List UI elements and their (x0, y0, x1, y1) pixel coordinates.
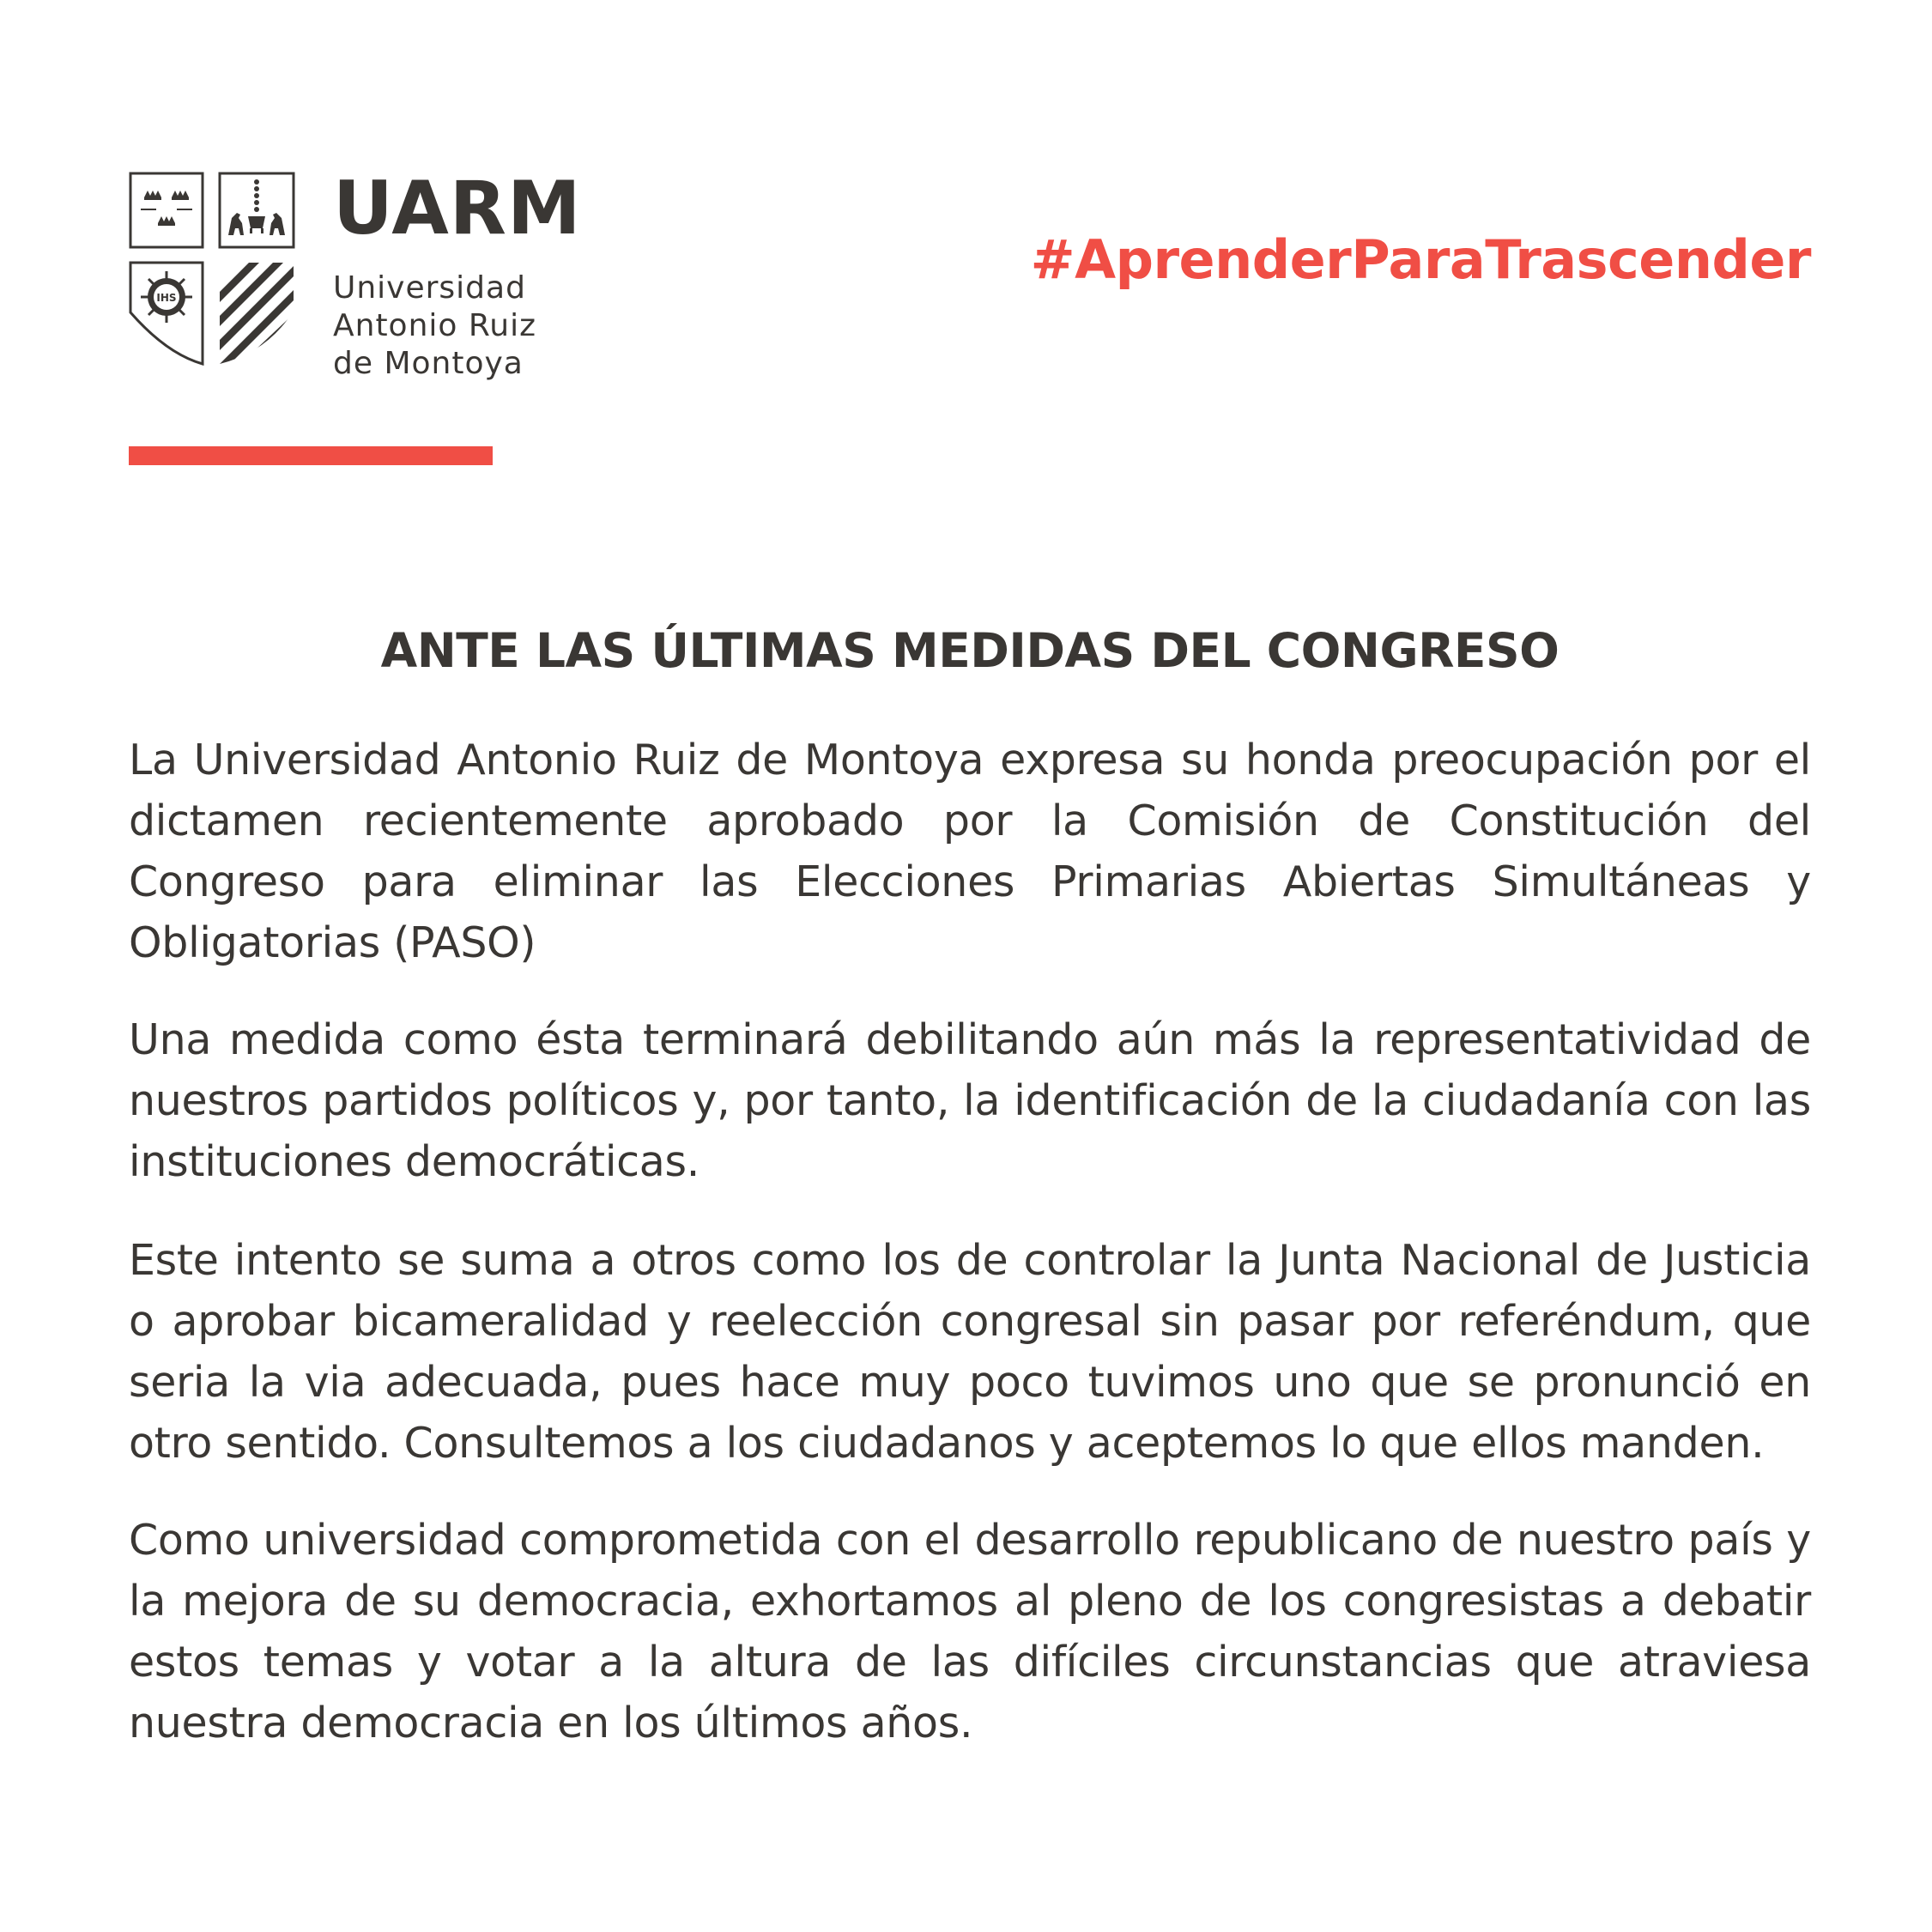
crown-icon (172, 191, 189, 200)
statement-paragraph: Como universidad comprometida con el desarrollo republicano de nuestro país y la mejora de su democracia, exhortamos al pleno de los congresistas a debatir estos temas y votar a la altura de las difíciles circunstancias que atraviesa nuestra democracia en los últimos años. (129, 1516, 1811, 1747)
statement-title: ANTE LAS ÚLTIMAS MEDIDAS DEL CONGRESO (380, 622, 1560, 678)
university-name (333, 270, 582, 383)
crown-icon (144, 191, 161, 200)
university-name-line: de Montoya (333, 346, 524, 381)
campaign-hashtag: #AprenderParaTrascender (1030, 228, 1811, 291)
statement-paragraph: Una medida como ésta terminará debilitando aún más la representatividad de nuestros partidos políticos y, por tanto, la identificación de la ciudadanía con las instituciones democráticas. (129, 1015, 1811, 1186)
university-name-line: Universidad (333, 270, 526, 306)
header (129, 166, 1811, 381)
university-acronym: UARM (333, 166, 582, 251)
crown-icon (158, 216, 175, 226)
crest-monogram: IHS (156, 292, 177, 304)
accent-divider (129, 446, 493, 465)
statement-paragraph: La Universidad Antonio Ruiz de Montoya expresa su honda preocupación por el dictamen recientemente aprobado por la Comisión de Constitución del Congreso para eliminar las Elecciones Primarias Abiertas Simultáneas y Obligatorias (PASO) (129, 736, 1811, 967)
cauldron-icon (248, 216, 265, 233)
chain-icon (254, 179, 259, 212)
sun-icon (141, 271, 192, 323)
university-crest-logo (129, 172, 296, 369)
stripes-panel (220, 263, 296, 364)
statement-body (129, 730, 1811, 1790)
university-wordmark (333, 166, 582, 383)
wolf-icon (270, 213, 285, 235)
statement-paragraph: Este intento se suma a otros como los de controlar la Junta Nacional de Justicia o aprobar bicameralidad y reelección congresal sin pasar por referéndum, que seria la via adecuada, pues hace muy poco tuvimos uno que se pronunció en otro sentido. Consultemos a los ciudadanos y aceptemos lo que ellos manden. (129, 1236, 1811, 1468)
wolf-icon (228, 213, 244, 235)
university-name-line: Antonio Ruiz (333, 308, 536, 343)
